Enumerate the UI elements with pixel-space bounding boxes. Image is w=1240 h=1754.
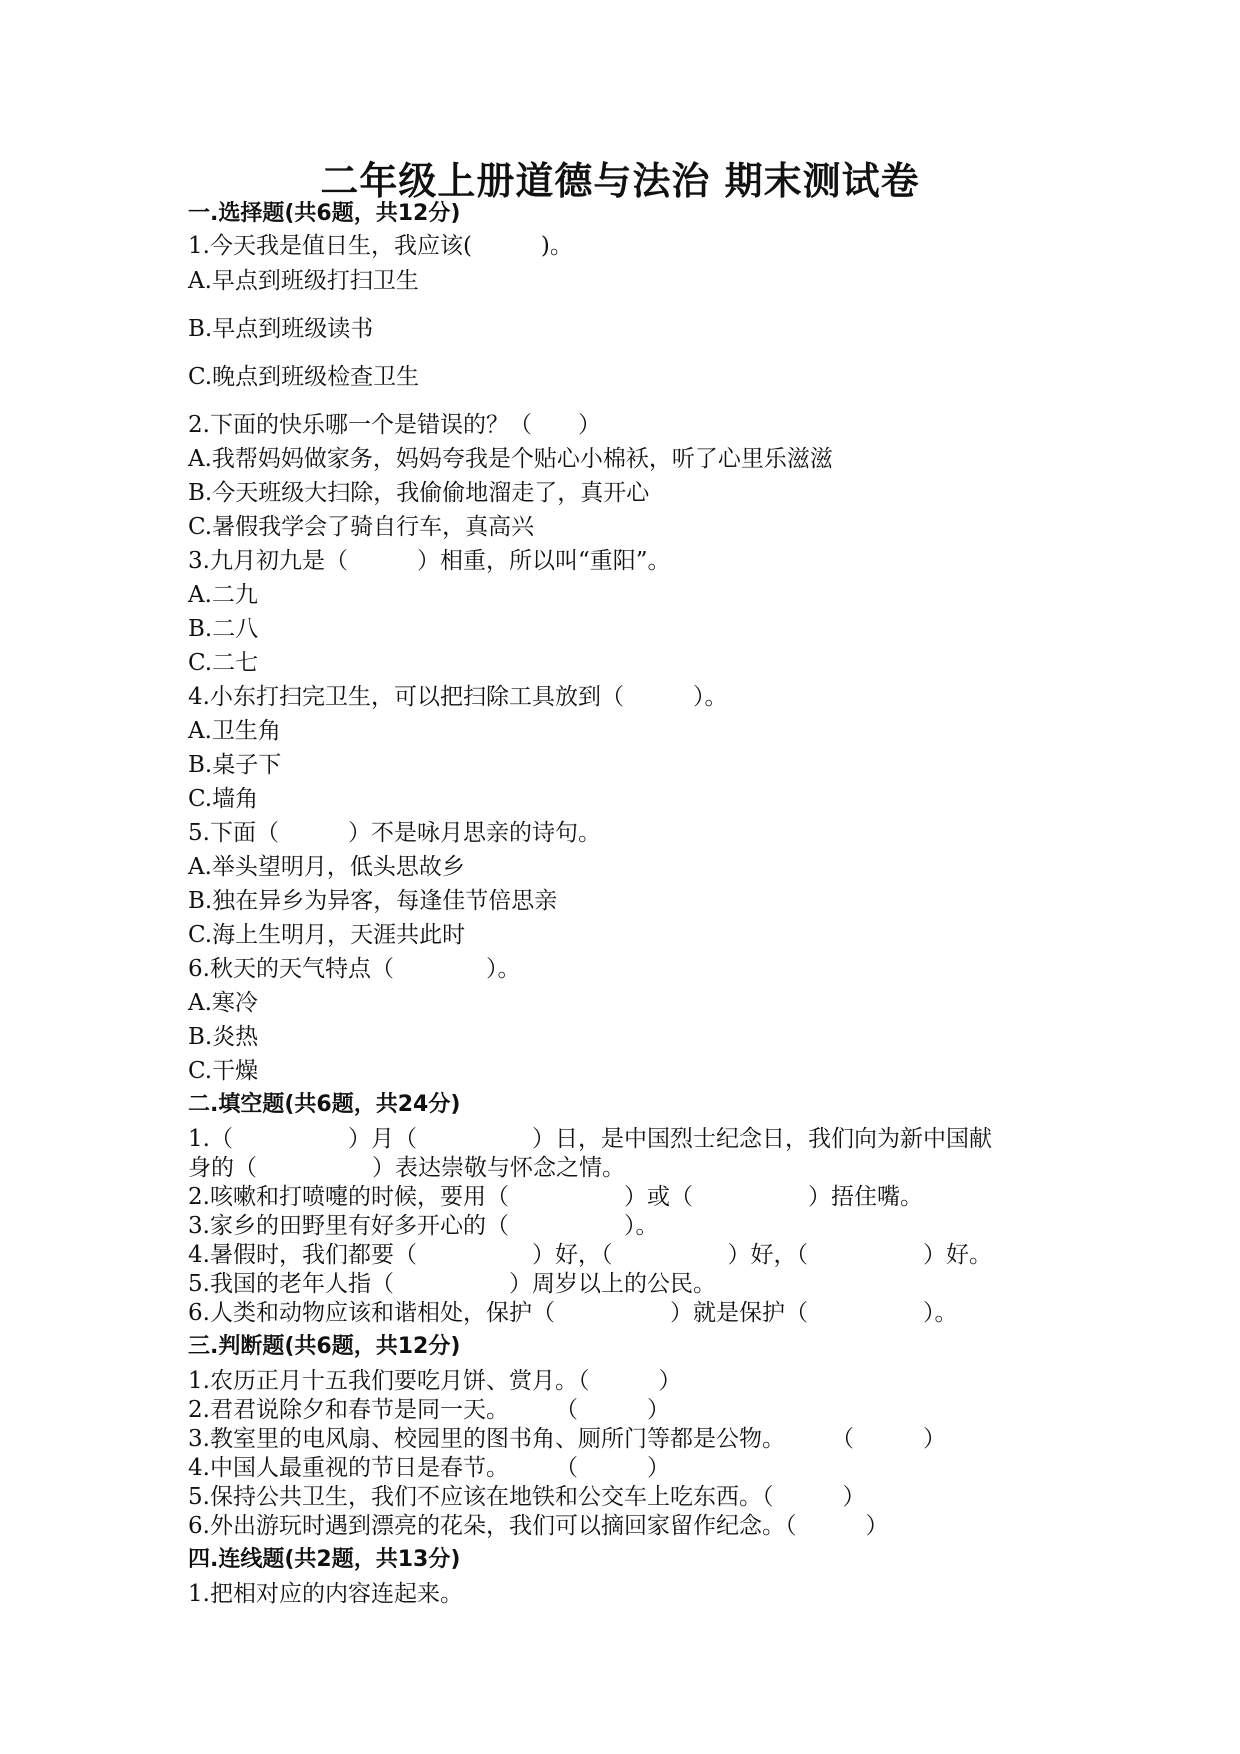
option-text: A.二九 bbox=[188, 582, 258, 608]
question-text: 2.君君说除夕和春节是同一天。 （ ） bbox=[188, 1397, 670, 1423]
question-text: 2.下面的快乐哪一个是错误的？（ ） bbox=[188, 412, 601, 438]
question-text: 1.农历正月十五我们要吃月饼、赏月。（ ） bbox=[188, 1368, 682, 1394]
option-text: B.二八 bbox=[188, 616, 259, 642]
section-heading-fill: 二.填空题(共6题，共24分) bbox=[188, 1092, 461, 1117]
option-text: A.卫生角 bbox=[188, 718, 281, 744]
option-text: C.海上生明月，天涯共此时 bbox=[188, 922, 466, 948]
question-text: 5.下面（ ）不是咏月思亲的诗句。 bbox=[188, 820, 601, 846]
question-text: 5.我国的老年人指（ ）周岁以上的公民。 bbox=[188, 1271, 716, 1297]
question-text: 5.保持公共卫生，我们不应该在地铁和公交车上吃东西。（ ） bbox=[188, 1484, 866, 1510]
section-heading-choice: 一.选择题(共6题，共12分) bbox=[188, 201, 461, 226]
option-text: A.寒冷 bbox=[188, 990, 258, 1016]
option-text: B.独在异乡为异客，每逢佳节倍思亲 bbox=[188, 888, 558, 914]
option-text: A.我帮妈妈做家务，妈妈夸我是个贴心小棉袄，听了心里乐滋滋 bbox=[188, 446, 833, 472]
section-heading-judge: 三.判断题(共6题，共12分) bbox=[188, 1334, 461, 1359]
question-text: 6.秋天的天气特点（ ）。 bbox=[188, 956, 521, 982]
question-text: 2.咳嗽和打喷嚏的时候，要用（ ）或（ ）捂住嘴。 bbox=[188, 1184, 923, 1210]
question-text: 3.家乡的田野里有好多开心的（ ）。 bbox=[188, 1213, 659, 1239]
question-text: 1.把相对应的内容连起来。 bbox=[188, 1581, 463, 1607]
question-text: 身的（ ）表达崇敬与怀念之情。 bbox=[188, 1155, 625, 1181]
option-text: B.炎热 bbox=[188, 1024, 259, 1050]
option-text: C.二七 bbox=[188, 650, 259, 676]
page-title: 二年级上册道德与法治 期末测试卷 bbox=[320, 158, 920, 203]
question-text: 3.九月初九是（ ）相重，所以叫“重阳”。 bbox=[188, 548, 671, 574]
option-text: C.晚点到班级检查卫生 bbox=[188, 364, 420, 390]
option-text: B.桌子下 bbox=[188, 752, 282, 778]
option-text: C.墙角 bbox=[188, 786, 259, 812]
question-text: 1.（ ）月（ ）日，是中国烈士纪念日，我们向为新中国献 bbox=[188, 1126, 992, 1152]
option-text: A.早点到班级打扫卫生 bbox=[188, 268, 419, 294]
question-text: 3.教室里的电风扇、校园里的图书角、厕所门等都是公物。 （ ） bbox=[188, 1426, 946, 1452]
question-text: 6.人类和动物应该和谐相处，保护（ ）就是保护（ ）。 bbox=[188, 1300, 958, 1326]
option-text: A.举头望明月，低头思故乡 bbox=[188, 854, 465, 880]
question-text: 4.暑假时，我们都要（ ）好，（ ）好，（ ）好。 bbox=[188, 1242, 992, 1268]
option-text: B.早点到班级读书 bbox=[188, 316, 374, 342]
question-text: 6.外出游玩时遇到漂亮的花朵，我们可以摘回家留作纪念。（ ） bbox=[188, 1513, 889, 1539]
option-text: C.干燥 bbox=[188, 1058, 259, 1084]
section-heading-match: 四.连线题(共2题，共13分) bbox=[188, 1547, 461, 1572]
question-text: 4.中国人最重视的节日是春节。 （ ） bbox=[188, 1455, 670, 1481]
option-text: C.暑假我学会了骑自行车，真高兴 bbox=[188, 514, 535, 540]
option-text: B.今天班级大扫除，我偷偷地溜走了，真开心 bbox=[188, 480, 650, 506]
question-text: 4.小东打扫完卫生，可以把扫除工具放到（ ）。 bbox=[188, 684, 728, 710]
question-text: 1.今天我是值日生，我应该( )。 bbox=[188, 233, 573, 259]
